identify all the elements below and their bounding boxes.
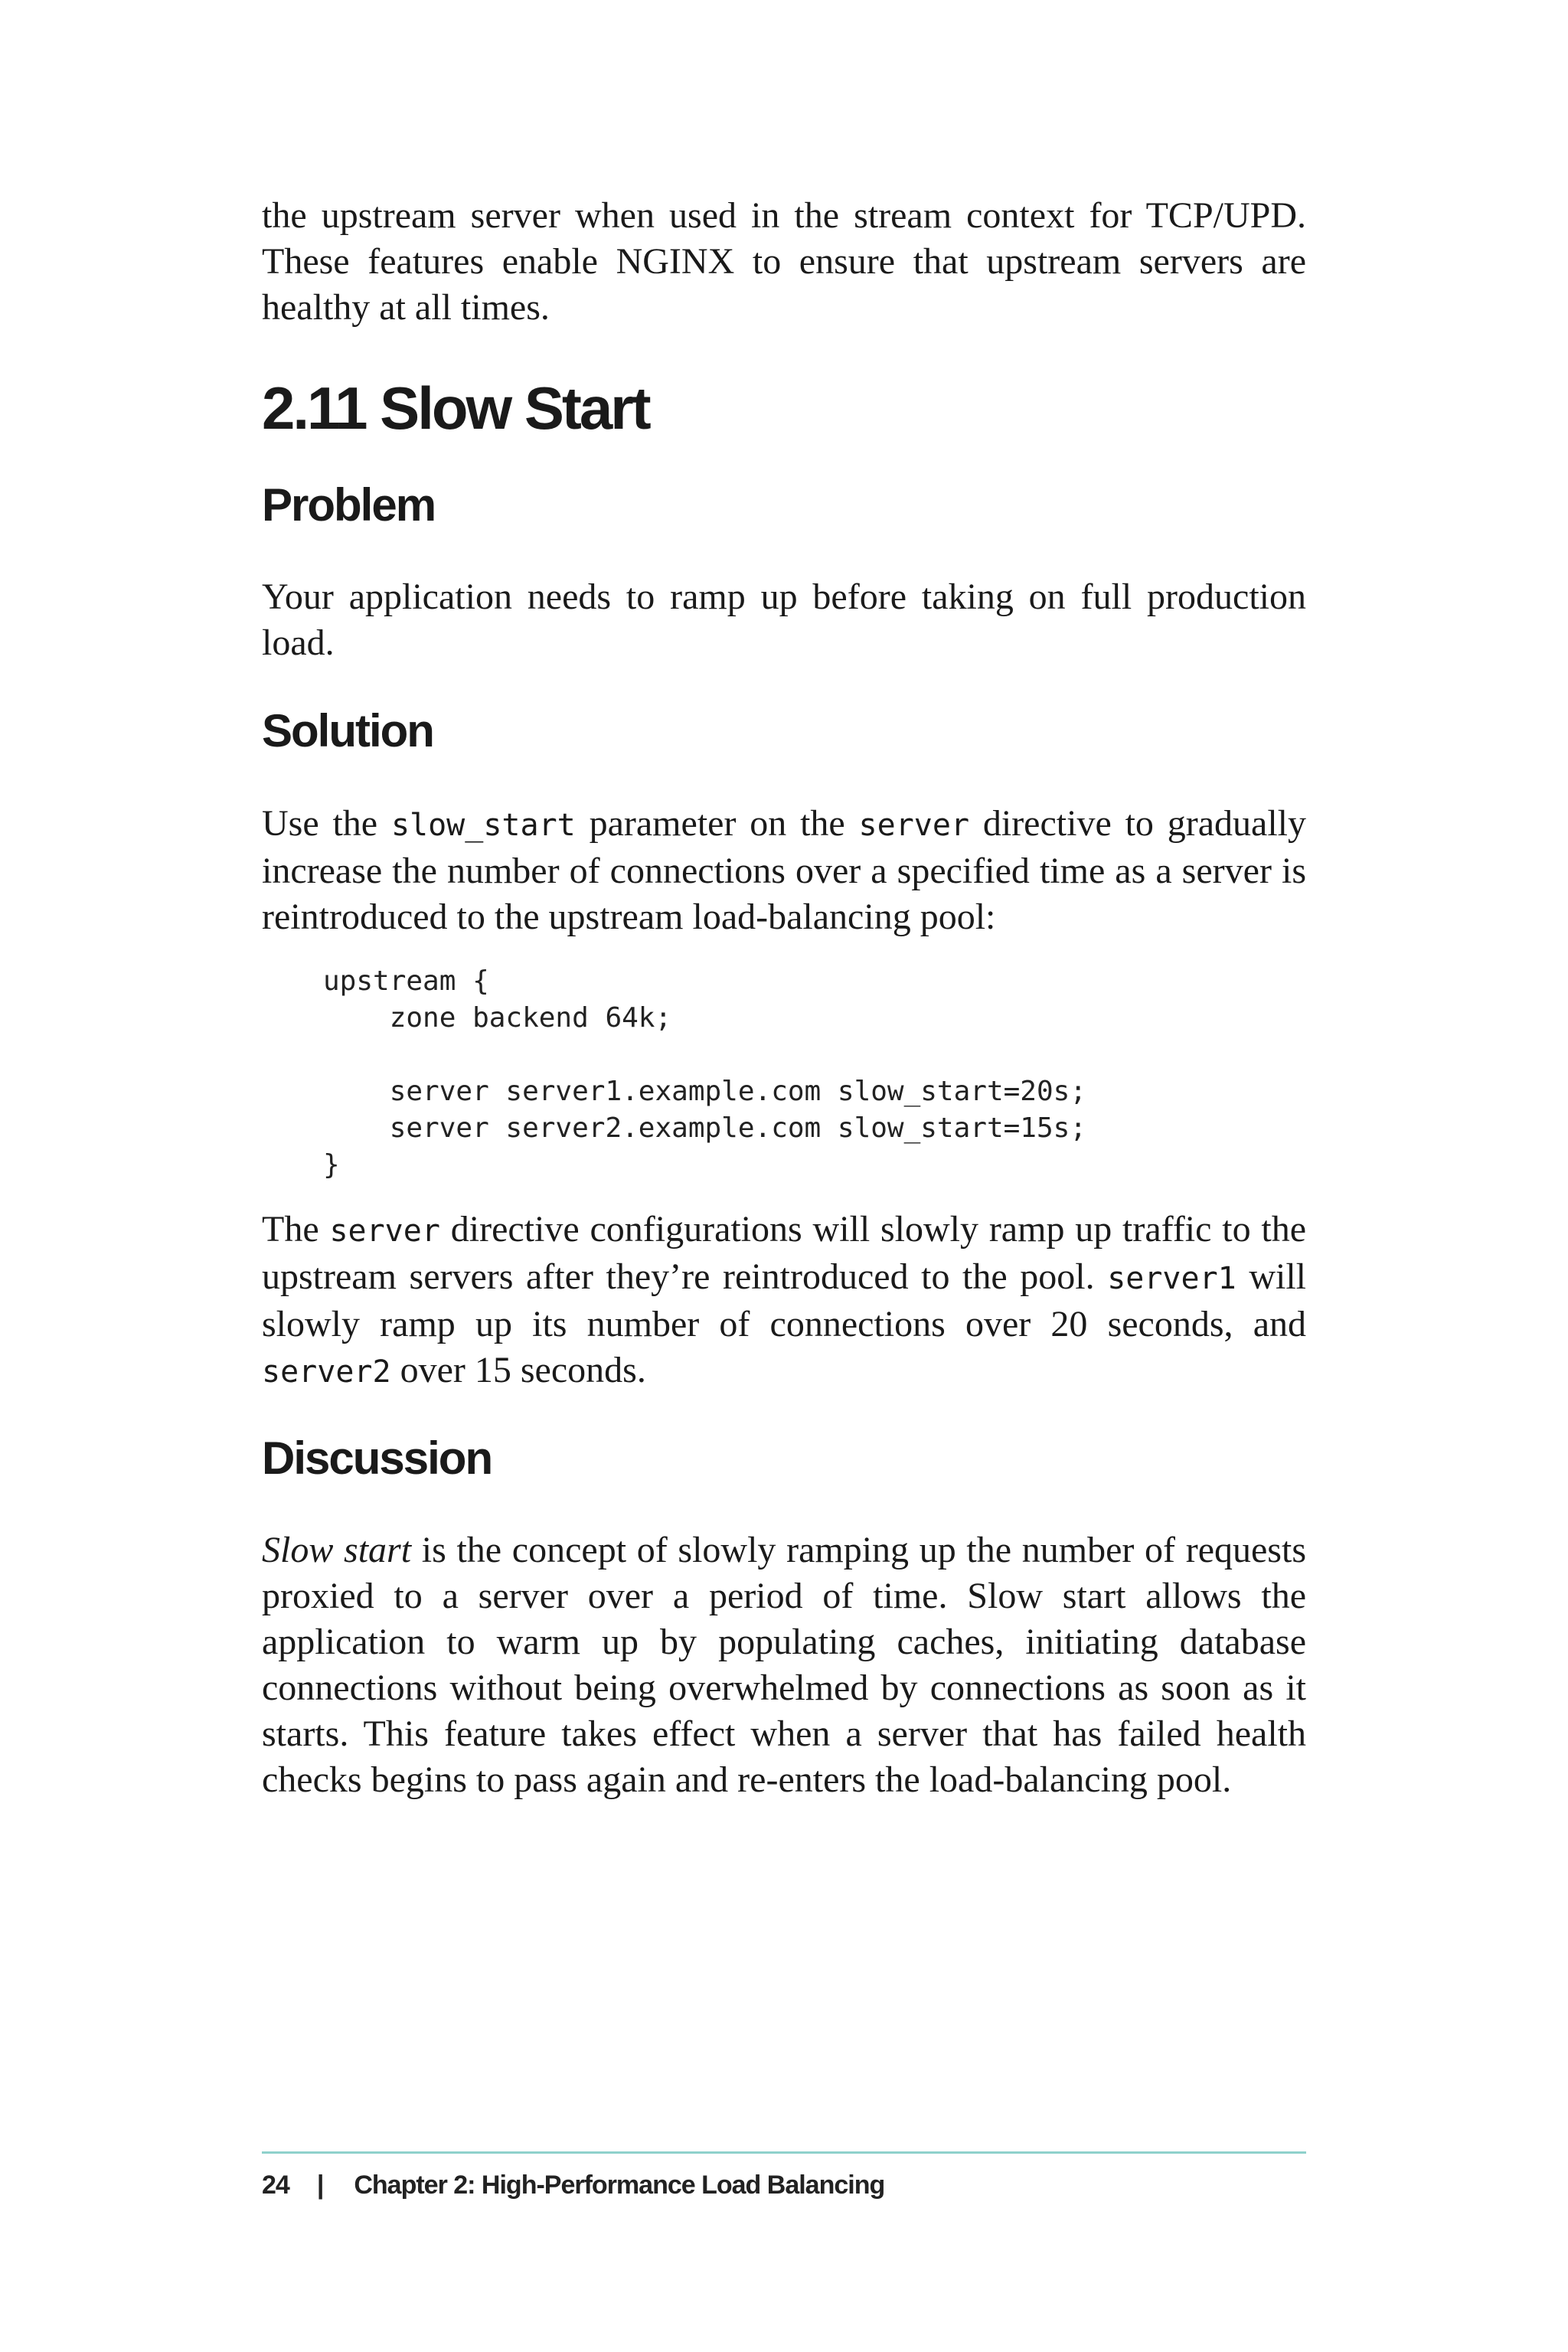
page-footer xyxy=(262,2164,884,2207)
inline-code-server: server xyxy=(858,808,970,843)
page-number: 24 xyxy=(262,2171,289,2200)
intro-paragraph: the upstream server when used in the stream context for TCP/UPD. These features enable NGINX to ensure that upstream servers are healthy at all times. xyxy=(262,195,1306,328)
solution-heading: Solution xyxy=(262,705,433,756)
discussion-text: is the concept of slowly ramping up the number of requests proxied to a server over a period of time. Slow start allows the application to warm up by populating caches, initiating database connections without being overwhelmed by connections as soon as it starts. This feature takes effect when a server that has failed health checks begins to pass again and re-enters the load-balancing pool. xyxy=(262,1530,1307,1800)
footer-separator: | xyxy=(316,2171,324,2200)
solution-explanation xyxy=(262,1207,1306,1395)
solution-paragraph xyxy=(262,801,1306,940)
inline-code-server2: server2 xyxy=(262,1354,391,1390)
inline-code-slow-start: slow_start xyxy=(390,808,576,843)
inline-code-server1: server1 xyxy=(1107,1261,1236,1296)
explanation-text-1: The xyxy=(262,1209,330,1250)
problem-paragraph: Your application needs to ramp up before taking on full production load. xyxy=(262,577,1306,663)
footer-divider xyxy=(262,2151,1306,2154)
solution-text-3: directive to gradually increase the number of connections over a specified time as a server is reintroduced to the upstream load-balancing pool: xyxy=(262,803,1307,937)
explanation-text-3: will slowly ramp up its number of connections over 20 seconds, and xyxy=(262,1256,1307,1344)
explanation-text-2: directive configurations will slowly ramp up traffic to the upstream servers after they’re reintroduced to the pool. xyxy=(262,1209,1307,1297)
inline-code-server-directive: server xyxy=(329,1214,440,1249)
chapter-title: Chapter 2: High-Performance Load Balancing xyxy=(354,2171,885,2200)
discussion-paragraph xyxy=(262,1527,1306,1803)
code-block: upstream { zone backend 64k; server server1.example.com slow_start=20s; server server2.example.com slow_start=15s; } xyxy=(323,965,1086,1181)
explanation-text-4: over 15 seconds. xyxy=(390,1350,646,1390)
discussion-heading: Discussion xyxy=(262,1432,492,1484)
section-title: 2.11 Slow Start xyxy=(262,374,649,442)
book-page xyxy=(262,0,1306,2352)
problem-heading: Problem xyxy=(262,479,436,531)
discussion-term: Slow start xyxy=(262,1530,412,1570)
solution-text-2: parameter on the xyxy=(575,803,859,844)
solution-text-1: Use the xyxy=(262,803,391,844)
